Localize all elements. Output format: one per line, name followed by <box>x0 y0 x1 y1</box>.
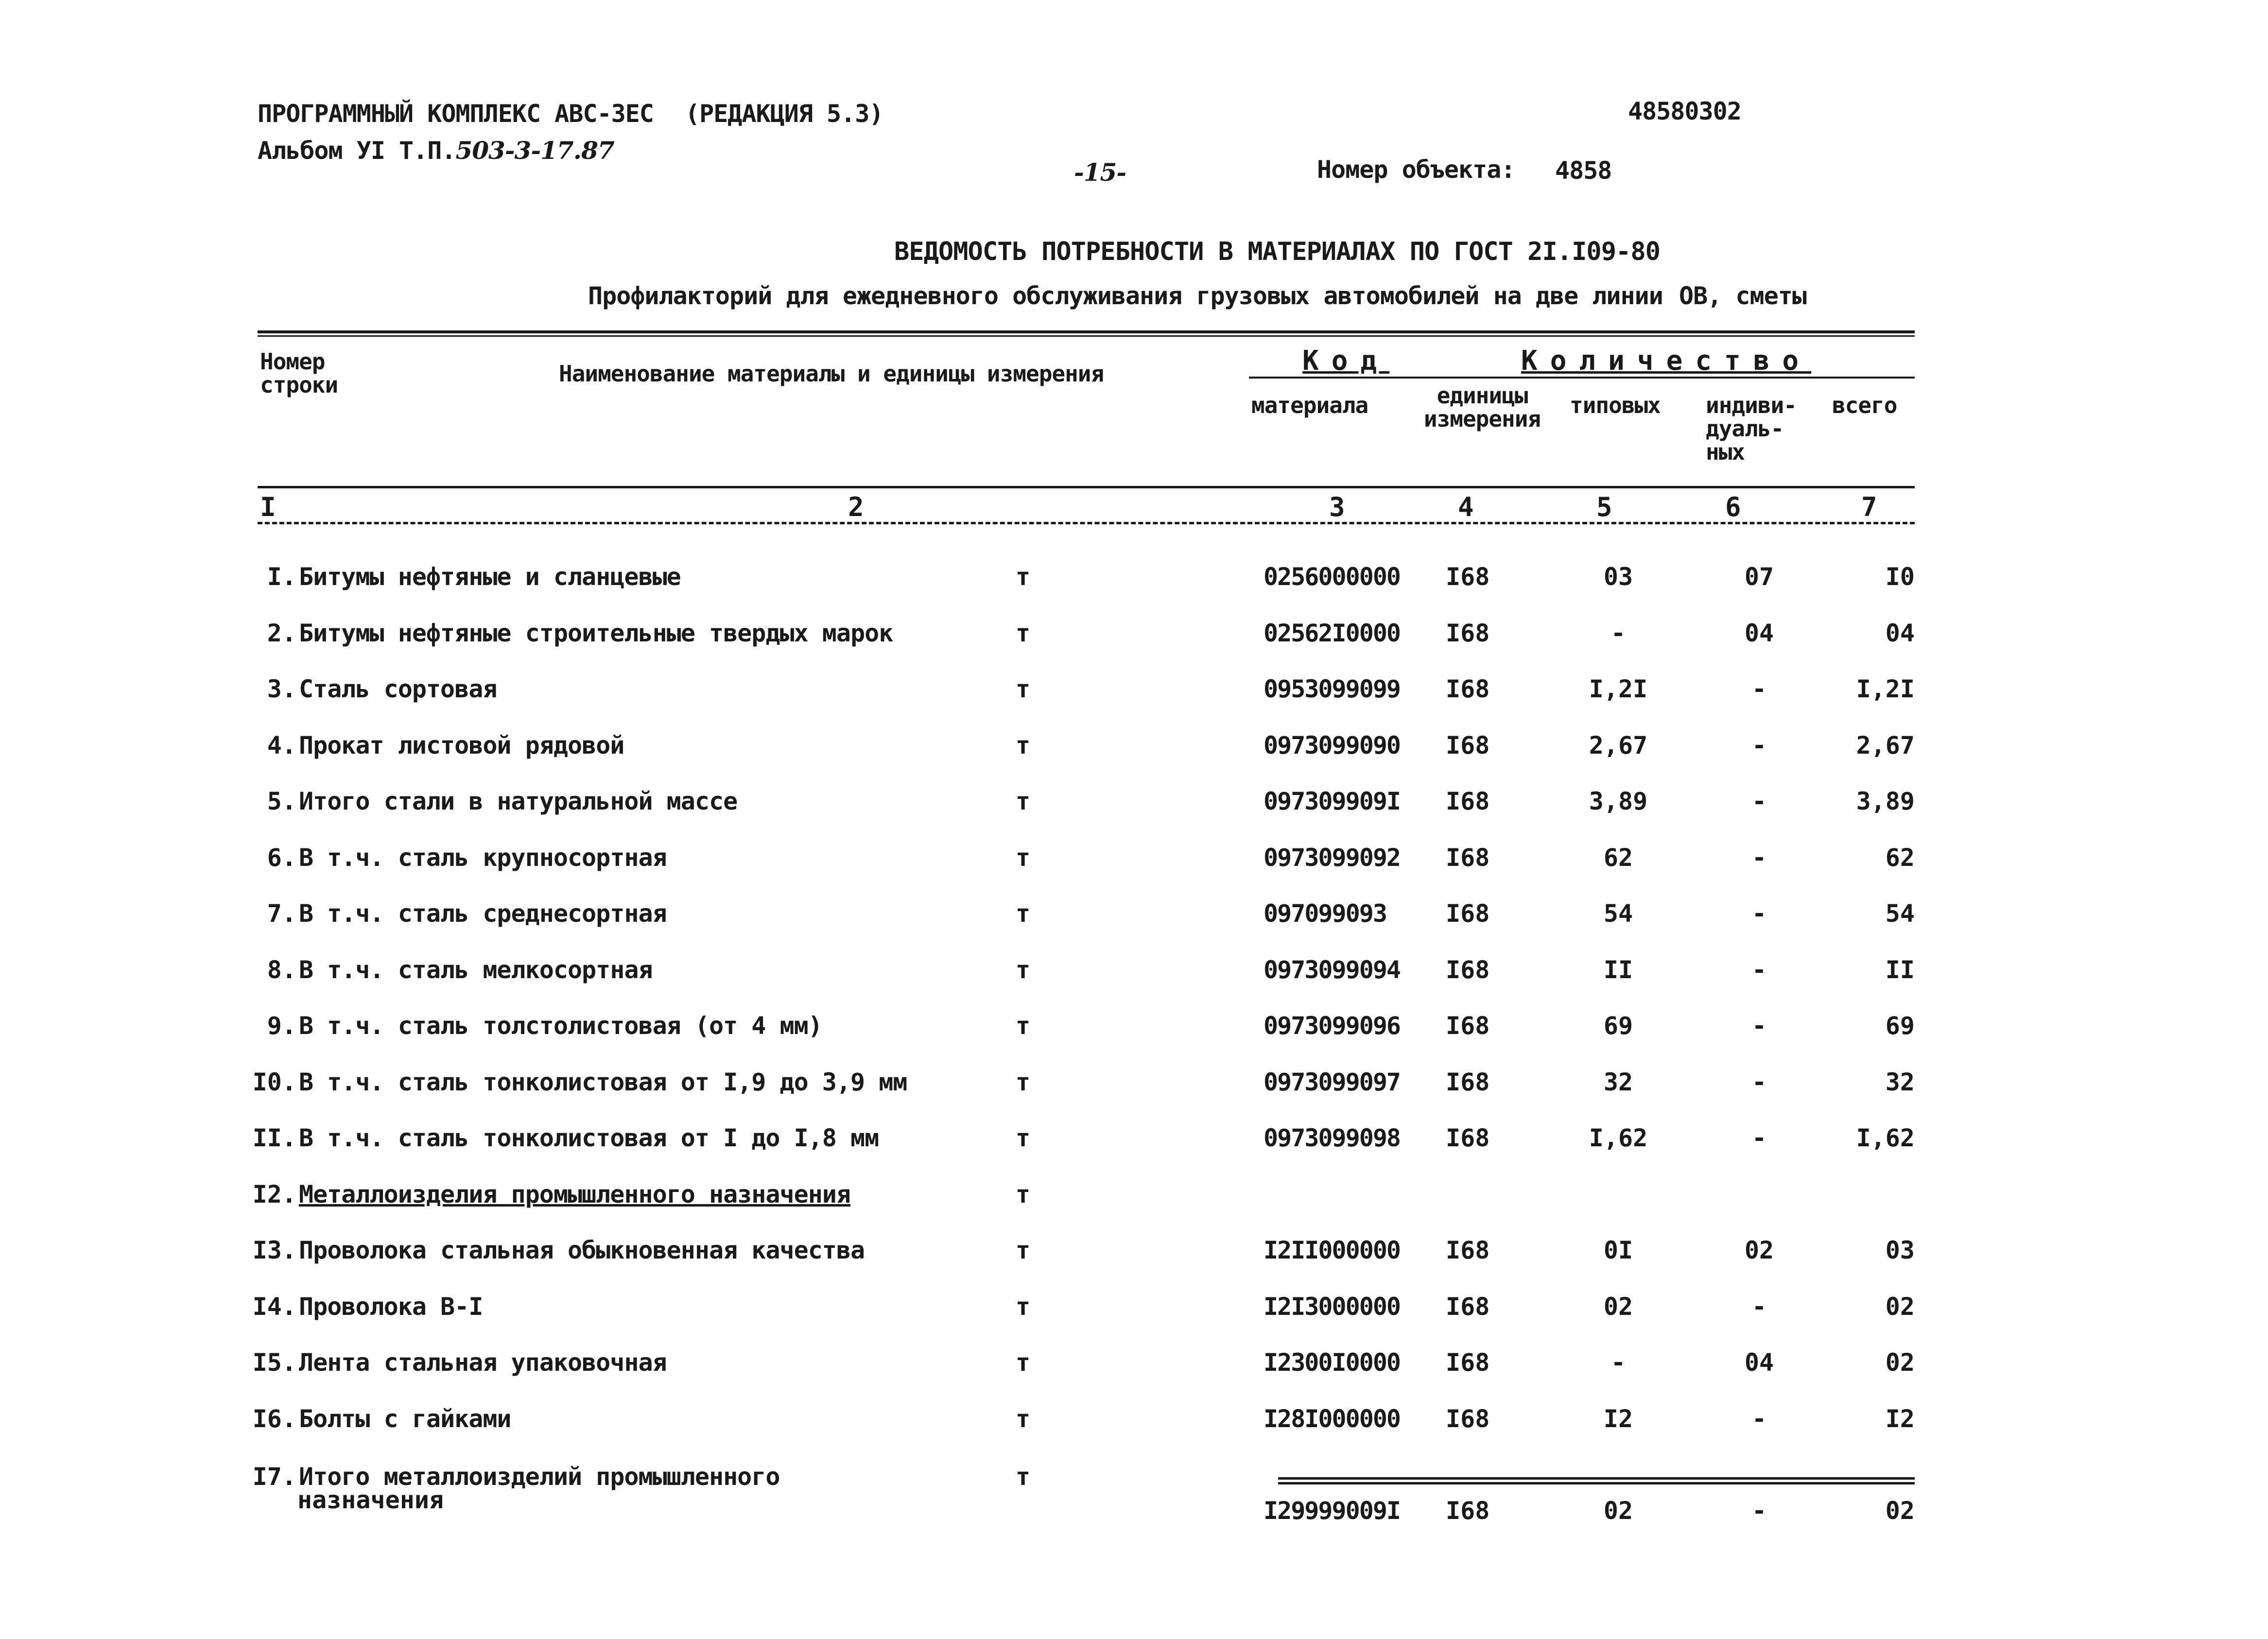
row-typical: I,2I <box>1589 675 1648 703</box>
table-top-rule-2 <box>258 335 1915 337</box>
row-material-code: 097309909I <box>1264 787 1401 815</box>
row-name: Итого стали в натуральной массе <box>299 787 738 815</box>
row-name: Сталь сортовая <box>299 675 497 703</box>
row-unit: т <box>1016 675 1031 703</box>
row-name: В т.ч. сталь тонколистовая от I до I,8 мм <box>299 1124 879 1152</box>
row-total: 62 <box>1885 844 1915 872</box>
row-number: I6. <box>252 1405 296 1433</box>
row-typical: 03 <box>1603 563 1633 591</box>
row-name: Битумы нефтяные и сланцевые <box>299 563 681 591</box>
row-name: Проволока В-I <box>299 1293 483 1321</box>
row-total: 32 <box>1885 1068 1915 1096</box>
row-unit-code: I68 <box>1446 844 1490 872</box>
table-row <box>0 1236 2268 1285</box>
row-total: 04 <box>1885 619 1915 647</box>
row-name: В т.ч. сталь крупносортная <box>299 844 667 872</box>
row-name: Прокат листовой рядовой <box>299 731 624 759</box>
row-unit: т <box>1016 1293 1031 1321</box>
col-code-group: Код <box>1302 345 1390 377</box>
row-unit: т <box>1016 844 1031 872</box>
row-total: 3,89 <box>1856 787 1915 815</box>
row-name: В т.ч. сталь толстолистовая (от 4 мм) <box>299 1012 822 1040</box>
row-individual: 02 <box>1744 1236 1774 1264</box>
header-bottom-rule <box>258 486 1915 488</box>
row-unit-code: I68 <box>1446 1405 1490 1433</box>
row-unit-code: I68 <box>1446 956 1490 984</box>
colnum-3: 3 <box>1329 492 1345 522</box>
row-name-cont: назначения <box>297 1486 444 1514</box>
page-mark: -15- <box>1074 158 1126 187</box>
row-number: 5. <box>267 787 296 815</box>
row-material-code: 0973099094 <box>1264 956 1401 984</box>
row-total: 03 <box>1885 1236 1915 1264</box>
album-prefix: Альбом УI Т.П. <box>258 137 456 165</box>
row-total: 2,67 <box>1856 731 1915 759</box>
album-label <box>258 136 614 165</box>
row-name: В т.ч. сталь тонколистовая от I,9 до 3,9 мм <box>299 1068 907 1096</box>
col-unit-code: единицы измерения <box>1423 382 1541 432</box>
row-number: 3. <box>267 675 296 703</box>
row-number: II. <box>252 1124 296 1152</box>
table-row <box>0 1348 2268 1397</box>
row-number: I2. <box>252 1180 296 1208</box>
row-number: 4. <box>267 731 296 759</box>
row-name: В т.ч. сталь среднесортная <box>299 899 667 928</box>
table-row <box>0 1405 2268 1453</box>
col-typical: типовых <box>1570 392 1661 418</box>
row-unit: т <box>1016 619 1031 647</box>
album-handwritten: 503-3-17.87 <box>455 136 614 165</box>
row-unit: т <box>1016 1405 1031 1433</box>
row-total: I,2I <box>1856 675 1915 703</box>
row-number: I3. <box>252 1236 296 1264</box>
row-number: 7. <box>267 899 296 928</box>
table-row <box>0 1180 2268 1229</box>
row-individual: - <box>1751 1068 1767 1096</box>
row-unit-code: I68 <box>1446 563 1490 591</box>
row-unit-code: I68 <box>1446 787 1490 815</box>
row-material-code: I29999009I <box>1264 1497 1401 1525</box>
col-qty-group: Количество <box>1521 345 1812 377</box>
row-number: I. <box>267 563 296 591</box>
row-material-code: 097099093 <box>1264 899 1386 928</box>
row-individual: - <box>1751 956 1767 984</box>
row-typical: 2,67 <box>1589 731 1648 759</box>
row-unit-code: I68 <box>1446 619 1490 647</box>
row-number: 6. <box>267 844 296 872</box>
row-material-code: I28I000000 <box>1264 1405 1401 1433</box>
object-number: 4858 <box>1555 156 1612 185</box>
row-typical: 3,89 <box>1589 787 1648 815</box>
row-material-code: I2I3000000 <box>1264 1293 1401 1321</box>
row-name: Лента стальная упаковочная <box>299 1348 667 1377</box>
col-total: всего <box>1832 392 1897 418</box>
row-total: 69 <box>1885 1012 1915 1040</box>
row-unit: т <box>1016 956 1031 984</box>
row-typical: 02 <box>1603 1497 1633 1525</box>
row-name: Болты с гайками <box>299 1405 511 1433</box>
table-row <box>0 1124 2268 1173</box>
row-individual: - <box>1751 1012 1767 1040</box>
row-unit-code: I68 <box>1446 1012 1490 1040</box>
row-individual: 07 <box>1744 563 1774 591</box>
row-material-code: 0973099092 <box>1264 844 1401 872</box>
row-individual: - <box>1751 899 1767 928</box>
row-total: 02 <box>1885 1497 1915 1525</box>
row-unit-code: I68 <box>1446 1068 1490 1096</box>
row-unit: т <box>1016 1068 1031 1096</box>
col-row-number: Номер строки <box>260 348 338 398</box>
row-individual: - <box>1751 731 1767 759</box>
row-typical: 69 <box>1603 1012 1633 1040</box>
row-unit-code: I68 <box>1446 1293 1490 1321</box>
row-unit: т <box>1016 731 1031 759</box>
col-individual: индиви- дуаль- ных <box>1706 392 1797 465</box>
row-number: 8. <box>267 956 296 984</box>
page-title: ВЕДОМОСТЬ ПОТРЕБНОСТИ В МАТЕРИАЛАХ ПО ГОСТ 2I.I09-80 <box>894 237 1660 266</box>
col-name: Наименование материалы и единицы измерения <box>559 361 1104 387</box>
row-number: 2. <box>267 619 296 647</box>
row-individual: - <box>1751 1497 1767 1525</box>
row-material-code: 0256000000 <box>1264 563 1401 591</box>
row-unit-code: I68 <box>1446 1348 1490 1377</box>
row-unit-code: I68 <box>1446 1236 1490 1264</box>
row-total: I,62 <box>1856 1124 1915 1152</box>
table-row <box>0 787 2268 836</box>
row-number: 9. <box>267 1012 296 1040</box>
colnum-5: 5 <box>1596 492 1612 522</box>
row-typical: - <box>1610 1348 1626 1377</box>
col-material: материала <box>1251 392 1368 418</box>
row-unit-code: I68 <box>1446 1497 1490 1525</box>
table-row <box>0 844 2268 892</box>
row-total: II <box>1885 956 1915 984</box>
row-typical: 54 <box>1603 899 1633 928</box>
row-number: I7. <box>252 1463 296 1491</box>
row-typical: 62 <box>1603 844 1633 872</box>
colnum-2: 2 <box>848 492 864 522</box>
colnum-1: I <box>260 492 276 522</box>
row-name: Итого металлоизделий промышленного <box>299 1463 780 1491</box>
row-unit: т <box>1016 1463 1031 1491</box>
row-total: 02 <box>1885 1293 1915 1321</box>
table-row <box>0 675 2268 724</box>
row-material-code: 0973099097 <box>1264 1068 1401 1096</box>
program-title: ПРОГРАММНЫЙ КОМПЛЕКС АВС-ЗЕС <box>258 100 654 128</box>
row-individual: - <box>1751 1405 1767 1433</box>
row-individual: - <box>1751 675 1767 703</box>
row-total: 54 <box>1885 899 1915 928</box>
row-material-code: 0973099090 <box>1264 731 1401 759</box>
table-row <box>0 731 2268 780</box>
row-unit: т <box>1016 899 1031 928</box>
row-unit-code: I68 <box>1446 731 1490 759</box>
page-subtitle: Профилакторий для ежедневного обслуживания грузовых автомобилей на две линии <box>588 282 1663 310</box>
table-row <box>0 1012 2268 1060</box>
row-individual: - <box>1751 1124 1767 1152</box>
row-total: I0 <box>1885 563 1915 591</box>
colnum-6: 6 <box>1725 492 1741 522</box>
row-number: I4. <box>252 1293 296 1321</box>
row-individual: - <box>1751 787 1767 815</box>
row-name: Металлоизделия промышленного назначения <box>299 1180 850 1208</box>
row-unit: т <box>1016 787 1031 815</box>
colnum-rule <box>258 522 1915 524</box>
row-unit: т <box>1016 1236 1031 1264</box>
row-total: 02 <box>1885 1348 1915 1377</box>
row-name: Проволока стальная обыкновенная качества <box>299 1236 865 1264</box>
table-row <box>0 1497 2268 1545</box>
row-unit: т <box>1016 1180 1031 1208</box>
row-unit-code: I68 <box>1446 899 1490 928</box>
table-row <box>0 1068 2268 1117</box>
row-individual: 04 <box>1744 1348 1774 1377</box>
object-label: Номер объекта: <box>1317 155 1515 184</box>
row-unit: т <box>1016 1124 1031 1152</box>
table-row <box>0 956 2268 1004</box>
row-number: I0. <box>252 1068 296 1096</box>
subtotal-rule <box>1278 1477 1915 1480</box>
row-unit: т <box>1016 1348 1031 1377</box>
row-name: В т.ч. сталь мелкосортная <box>299 956 653 984</box>
row-total: I2 <box>1885 1405 1915 1433</box>
group-underline <box>1249 377 1915 379</box>
row-typical: I,62 <box>1589 1124 1648 1152</box>
page-subtitle-tail: ОВ, сметы <box>1679 282 1806 310</box>
colnum-7: 7 <box>1861 492 1877 522</box>
row-unit: т <box>1016 1012 1031 1040</box>
row-typical: 0I <box>1603 1236 1633 1264</box>
row-unit-code: I68 <box>1446 1124 1490 1152</box>
row-material-code: I2II000000 <box>1264 1236 1401 1264</box>
table-row <box>0 563 2268 611</box>
row-unit: т <box>1016 563 1031 591</box>
row-typical: I2 <box>1603 1405 1633 1433</box>
row-number: I5. <box>252 1348 296 1377</box>
row-typical: 02 <box>1603 1293 1633 1321</box>
table-row <box>0 619 2268 668</box>
row-individual: - <box>1751 844 1767 872</box>
row-individual: 04 <box>1744 619 1774 647</box>
row-material-code: 0973099098 <box>1264 1124 1401 1152</box>
row-material-code: 02562I0000 <box>1264 619 1401 647</box>
row-unit-code: I68 <box>1446 675 1490 703</box>
row-individual: - <box>1751 1293 1767 1321</box>
document-number: 48580302 <box>1628 97 1741 125</box>
edition-label: (РЕДАКЦИЯ 5.3) <box>685 100 883 128</box>
row-name: Битумы нефтяные строительные твердых марок <box>299 619 893 647</box>
colnum-4: 4 <box>1458 492 1473 522</box>
row-typical: - <box>1610 619 1626 647</box>
table-top-rule <box>258 330 1915 333</box>
row-material-code: 0953099099 <box>1264 675 1401 703</box>
table-row <box>0 899 2268 948</box>
row-typical: 32 <box>1603 1068 1633 1096</box>
row-material-code: 0973099096 <box>1264 1012 1401 1040</box>
row-typical: II <box>1603 956 1633 984</box>
table-row <box>0 1293 2268 1341</box>
subtotal-rule-2 <box>1278 1482 1915 1484</box>
row-material-code: I2300I0000 <box>1264 1348 1401 1377</box>
